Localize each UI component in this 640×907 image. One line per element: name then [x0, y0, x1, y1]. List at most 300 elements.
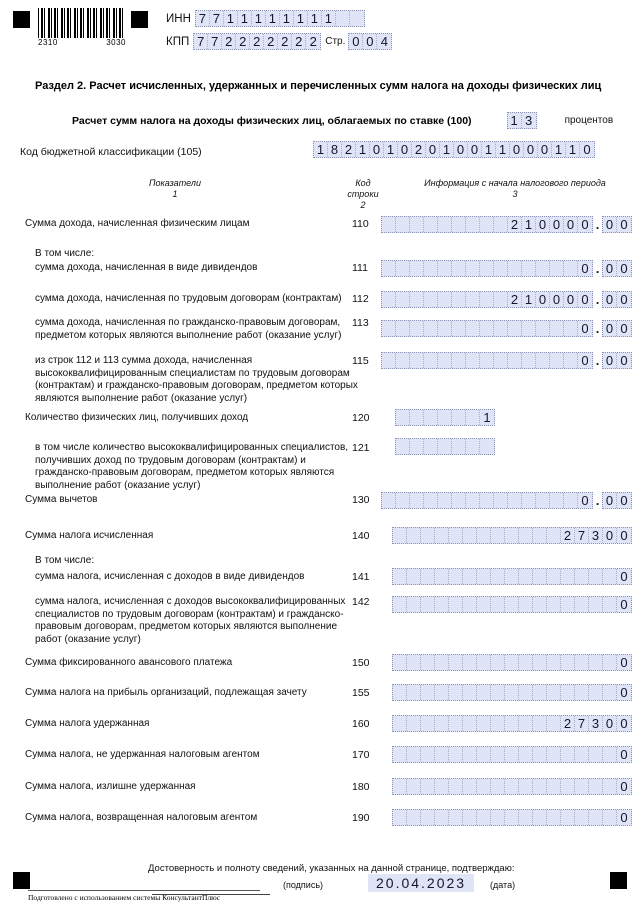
row-code: 180 — [352, 781, 370, 793]
row-value-integer-cells[interactable] — [392, 527, 632, 544]
row-value-field[interactable] — [392, 596, 632, 613]
row-code: 115 — [352, 355, 369, 367]
row-value-integer-cells[interactable] — [395, 438, 495, 455]
char-cell: 0 — [536, 217, 550, 232]
char-cell — [421, 597, 435, 612]
column-header-period-info — [400, 178, 630, 200]
row-value-field[interactable] — [395, 409, 495, 426]
char-cell — [522, 353, 536, 368]
char-cell — [533, 528, 547, 543]
char-cell — [564, 353, 578, 368]
char-cell: 8 — [328, 142, 342, 157]
row-value-decimal-cells[interactable] — [602, 492, 632, 509]
char-cell — [463, 779, 477, 794]
char-cell — [561, 747, 575, 762]
decimal-separator: . — [595, 217, 600, 232]
row-label: сумма налога, исчисленная с доходов в виде дивидендов — [35, 571, 305, 582]
row-code: 111 — [352, 262, 368, 274]
decimal-separator: . — [595, 321, 600, 336]
row-label: Сумма налога, не удержанная налоговым агентом — [25, 749, 260, 760]
row-code: 170 — [352, 749, 370, 761]
char-cell — [519, 716, 533, 731]
char-cell — [533, 810, 547, 825]
column-header-line-code-title-1: Код — [355, 178, 371, 188]
char-cell — [575, 810, 589, 825]
row-value-field[interactable] — [395, 438, 495, 455]
row-code: 160 — [352, 718, 370, 730]
char-cell — [396, 410, 410, 425]
char-cell — [466, 292, 480, 307]
char-cell — [449, 779, 463, 794]
char-cell: 0 — [620, 655, 628, 670]
char-cell: 0 — [620, 321, 628, 336]
row-value-decimal-cells[interactable] — [602, 320, 632, 337]
row-value-field[interactable] — [392, 527, 632, 544]
row-code: 110 — [352, 218, 369, 230]
char-cell: 1 — [496, 142, 510, 157]
row-value-integer-cells[interactable] — [392, 596, 632, 613]
char-cell — [410, 353, 424, 368]
char-cell — [477, 655, 491, 670]
char-cell: 0 — [536, 292, 550, 307]
char-cell — [466, 439, 480, 454]
row-label: Сумма налога, излишне удержанная — [25, 781, 196, 792]
tax-rate-line — [72, 112, 613, 129]
char-cell — [438, 353, 452, 368]
char-cell: 0 — [620, 292, 628, 307]
char-cell — [547, 747, 561, 762]
char-cell — [561, 810, 575, 825]
char-cell — [407, 747, 421, 762]
char-cell — [396, 493, 410, 508]
char-cell — [421, 685, 435, 700]
char-cell: 2 — [278, 34, 292, 49]
char-cell — [438, 292, 452, 307]
char-cell — [407, 569, 421, 584]
char-cell — [536, 493, 550, 508]
subheading-note-1: В том числе: — [35, 248, 95, 259]
char-cell — [452, 353, 466, 368]
row-code: 112 — [352, 293, 369, 305]
char-cell — [589, 747, 603, 762]
char-cell — [561, 569, 575, 584]
row-value-integer-cells[interactable] — [381, 291, 593, 308]
char-cell — [449, 597, 463, 612]
char-cell — [449, 810, 463, 825]
char-cell: 0 — [603, 716, 617, 731]
tax-rate-field[interactable] — [507, 112, 537, 129]
char-cell: 0 — [603, 321, 617, 336]
char-cell — [435, 779, 449, 794]
char-cell — [491, 655, 505, 670]
char-cell — [424, 292, 438, 307]
char-cell — [480, 439, 494, 454]
row-value-field[interactable] — [392, 715, 632, 732]
tax-rate-text: Расчет сумм налога на доходы физических лиц, облагаемых по ставке (100) — [72, 114, 472, 127]
char-cell — [421, 716, 435, 731]
char-cell: 0 — [550, 217, 564, 232]
char-cell — [505, 810, 519, 825]
char-cell: 7 — [208, 34, 222, 49]
row-value-field[interactable] — [392, 778, 632, 795]
char-cell — [603, 685, 617, 700]
char-cell — [393, 569, 407, 584]
inn-row — [166, 10, 365, 27]
column-header-line-code — [338, 178, 388, 211]
confirmation-text: Достоверность и полноту сведений, указанных на данной странице, подтверждаю: — [148, 863, 515, 874]
char-cell: 0 — [468, 142, 482, 157]
char-cell: 0 — [603, 261, 617, 276]
corner-marker-top-right — [131, 11, 148, 28]
kpp-field[interactable] — [193, 33, 321, 50]
char-cell: 0 — [581, 261, 589, 276]
char-cell — [463, 528, 477, 543]
char-cell — [561, 597, 575, 612]
char-cell — [494, 292, 508, 307]
char-cell — [519, 655, 533, 670]
row-value-decimal-cells[interactable] — [602, 352, 632, 369]
char-cell — [519, 810, 533, 825]
char-cell — [575, 597, 589, 612]
row-code: 130 — [352, 494, 370, 506]
char-cell: 0 — [620, 716, 628, 731]
row-value-field[interactable] — [381, 492, 632, 509]
char-cell: 4 — [380, 34, 388, 49]
row-value-integer-cells[interactable] — [392, 746, 632, 763]
char-cell: 2 — [222, 34, 236, 49]
row-value-integer-cells[interactable] — [381, 352, 593, 369]
char-cell — [407, 779, 421, 794]
char-cell: 0 — [620, 779, 628, 794]
char-cell — [564, 493, 578, 508]
char-cell — [477, 810, 491, 825]
char-cell — [533, 655, 547, 670]
char-cell — [435, 810, 449, 825]
char-cell — [519, 685, 533, 700]
char-cell — [550, 321, 564, 336]
char-cell — [435, 716, 449, 731]
date-caption: (дата) — [490, 880, 516, 890]
char-cell — [382, 321, 396, 336]
char-cell — [407, 597, 421, 612]
char-cell: 0 — [603, 292, 617, 307]
signature-caption: (подпись) — [283, 880, 324, 890]
char-cell — [522, 261, 536, 276]
char-cell — [466, 321, 480, 336]
decimal-separator: . — [595, 493, 600, 508]
kbk-label: Код бюджетной классификации (105) — [20, 146, 202, 158]
char-cell: 0 — [564, 217, 578, 232]
column-header-period-info-number: 3 — [512, 189, 518, 199]
char-cell — [505, 685, 519, 700]
row-value-integer-cells[interactable] — [392, 809, 632, 826]
char-cell — [533, 716, 547, 731]
page-number-field[interactable] — [348, 33, 392, 50]
char-cell — [410, 261, 424, 276]
char-cell — [536, 321, 550, 336]
char-cell — [477, 597, 491, 612]
column-header-indicators-title: Показатели — [149, 178, 201, 188]
row-value-integer-cells[interactable] — [392, 684, 632, 701]
row-value-integer-cells[interactable] — [392, 778, 632, 795]
row-value-field[interactable] — [392, 746, 632, 763]
char-cell — [463, 569, 477, 584]
char-cell — [519, 597, 533, 612]
char-cell — [533, 779, 547, 794]
char-cell — [491, 779, 505, 794]
char-cell — [410, 493, 424, 508]
char-cell — [424, 439, 438, 454]
char-cell — [393, 597, 407, 612]
char-cell — [480, 261, 494, 276]
char-cell — [466, 261, 480, 276]
char-cell: 1 — [308, 11, 322, 26]
char-cell — [480, 321, 494, 336]
char-cell — [519, 779, 533, 794]
char-cell — [547, 779, 561, 794]
char-cell — [494, 217, 508, 232]
char-cell: 0 — [454, 142, 468, 157]
char-cell: 3 — [589, 528, 603, 543]
char-cell — [564, 261, 578, 276]
char-cell: 0 — [426, 142, 440, 157]
char-cell — [603, 747, 617, 762]
char-cell: 0 — [349, 34, 363, 49]
char-cell — [547, 569, 561, 584]
row-value-decimal-cells[interactable] — [602, 216, 632, 233]
char-cell — [382, 217, 396, 232]
char-cell — [438, 261, 452, 276]
char-cell — [603, 779, 617, 794]
footer-divider — [28, 890, 260, 891]
row-label: сумма налога, исчисленная с доходов высококвалифицированных специалистов по трудовым договорам (контрактам) и гражданско-правовым договорам, предметом которых являются выполнение работ (оказание услуг) — [35, 596, 346, 645]
char-cell — [491, 597, 505, 612]
row-code: 142 — [352, 596, 370, 608]
char-cell: 0 — [564, 292, 578, 307]
barcode-image — [38, 8, 123, 38]
char-cell: 0 — [363, 34, 377, 49]
char-cell — [350, 11, 364, 26]
row-label: из строк 112 и 113 сумма дохода, начисленная высококвалифицированным специалистам по трудовым договорам (контрактам) и гражданско-правовым договорам, предметом которых являются выполнение работ (оказание услуг) — [35, 355, 358, 404]
row-value-field[interactable] — [392, 809, 632, 826]
row-value-field[interactable] — [392, 654, 632, 671]
char-cell — [396, 217, 410, 232]
char-cell — [410, 410, 424, 425]
char-cell — [421, 528, 435, 543]
char-cell: 1 — [483, 410, 491, 425]
char-cell: 1 — [508, 113, 522, 128]
char-cell — [494, 493, 508, 508]
char-cell — [519, 747, 533, 762]
char-cell — [396, 353, 410, 368]
char-cell: 2 — [561, 716, 575, 731]
char-cell — [466, 410, 480, 425]
char-cell — [505, 716, 519, 731]
char-cell: 0 — [524, 142, 538, 157]
char-cell — [466, 493, 480, 508]
char-cell: 0 — [620, 353, 628, 368]
char-cell — [491, 747, 505, 762]
char-cell — [547, 685, 561, 700]
row-value-field[interactable] — [381, 260, 632, 277]
char-cell: 1 — [294, 11, 308, 26]
char-cell — [477, 528, 491, 543]
char-cell — [452, 261, 466, 276]
char-cell — [494, 261, 508, 276]
char-cell — [410, 321, 424, 336]
char-cell: 0 — [603, 493, 617, 508]
corner-marker-bottom-right — [610, 872, 627, 889]
row-value-decimal-cells[interactable] — [602, 291, 632, 308]
inn-field[interactable] — [195, 10, 365, 27]
char-cell: 0 — [581, 217, 589, 232]
char-cell — [533, 685, 547, 700]
char-cell — [477, 716, 491, 731]
char-cell — [480, 217, 494, 232]
char-cell — [480, 292, 494, 307]
prepared-with-note: Подготовлено с использованием системы КонсультантПлюс — [28, 893, 221, 902]
row-value-field[interactable] — [392, 568, 632, 585]
row-value-integer-cells[interactable] — [395, 409, 495, 426]
char-cell — [508, 261, 522, 276]
char-cell — [589, 685, 603, 700]
row-value-integer-cells[interactable] — [392, 568, 632, 585]
char-cell: 1 — [566, 142, 580, 157]
row-code: 120 — [352, 412, 370, 424]
row-label: сумма дохода, начисленная по трудовым договорам (контрактам) — [35, 293, 342, 304]
char-cell — [491, 685, 505, 700]
char-cell — [533, 569, 547, 584]
char-cell — [466, 353, 480, 368]
char-cell: 0 — [620, 217, 628, 232]
char-cell — [575, 779, 589, 794]
row-value-integer-cells[interactable] — [381, 492, 593, 509]
char-cell: 2 — [342, 142, 356, 157]
char-cell — [508, 353, 522, 368]
char-cell: 7 — [575, 528, 589, 543]
inn-label: ИНН — [166, 12, 191, 25]
char-cell: 7 — [210, 11, 224, 26]
kbk-field[interactable] — [313, 141, 595, 158]
char-cell — [480, 493, 494, 508]
char-cell: 0 — [620, 261, 628, 276]
char-cell — [452, 217, 466, 232]
barcode-left-label: 2310 — [38, 38, 58, 47]
char-cell — [407, 655, 421, 670]
char-cell — [438, 321, 452, 336]
char-cell — [508, 321, 522, 336]
row-label: в том числе количество высококвалифицированных специалистов, получивших доход по трудовым договорам (контрактам) и гражданско-правовым договорам, предметом которых являются выполнение работ (оказание услуг) — [35, 442, 349, 491]
char-cell — [477, 747, 491, 762]
char-cell — [435, 528, 449, 543]
row-value-field[interactable] — [392, 684, 632, 701]
char-cell — [480, 353, 494, 368]
row-value-integer-cells[interactable] — [392, 654, 632, 671]
char-cell — [603, 569, 617, 584]
barcode-labels — [38, 38, 126, 47]
char-cell — [435, 655, 449, 670]
percent-label: процентов — [564, 115, 614, 126]
char-cell — [421, 569, 435, 584]
row-value-integer-cells[interactable] — [381, 320, 593, 337]
char-cell: 1 — [314, 142, 328, 157]
char-cell: 1 — [384, 142, 398, 157]
decimal-separator: . — [595, 261, 600, 276]
char-cell: 1 — [440, 142, 454, 157]
row-value-integer-cells[interactable] — [381, 216, 593, 233]
row-value-integer-cells[interactable] — [392, 715, 632, 732]
char-cell — [575, 685, 589, 700]
char-cell — [382, 493, 396, 508]
char-cell — [382, 353, 396, 368]
char-cell — [550, 261, 564, 276]
char-cell — [407, 685, 421, 700]
char-cell — [424, 217, 438, 232]
char-cell: 7 — [194, 34, 208, 49]
date-field[interactable]: 20.04.2023 — [368, 874, 474, 892]
char-cell: 2 — [508, 217, 522, 232]
char-cell — [589, 810, 603, 825]
kpp-label: КПП — [166, 35, 190, 48]
row-label: Сумма налога исчисленная — [25, 530, 154, 541]
char-cell — [550, 493, 564, 508]
row-code: 141 — [352, 571, 370, 583]
char-cell: 1 — [482, 142, 496, 157]
char-cell — [536, 353, 550, 368]
row-label: Сумма фиксированного авансового платежа — [25, 657, 233, 668]
char-cell — [393, 716, 407, 731]
char-cell — [505, 569, 519, 584]
row-label: Сумма дохода, начисленная физическим лицам — [25, 218, 250, 229]
char-cell: 1 — [552, 142, 566, 157]
char-cell — [452, 292, 466, 307]
char-cell: 0 — [581, 493, 589, 508]
char-cell — [463, 810, 477, 825]
char-cell — [396, 321, 410, 336]
row-label: сумма дохода, начисленная в виде дивидендов — [35, 262, 258, 273]
char-cell — [561, 685, 575, 700]
char-cell — [407, 716, 421, 731]
char-cell — [449, 528, 463, 543]
row-value-field[interactable] — [381, 216, 632, 233]
char-cell — [435, 747, 449, 762]
row-value-decimal-cells[interactable] — [602, 260, 632, 277]
row-code: 150 — [352, 657, 370, 669]
row-value-field[interactable] — [381, 291, 632, 308]
char-cell: 7 — [196, 11, 210, 26]
char-cell — [393, 779, 407, 794]
char-cell — [477, 569, 491, 584]
row-value-field[interactable] — [381, 352, 632, 369]
row-code: 190 — [352, 812, 370, 824]
char-cell: 0 — [603, 528, 617, 543]
corner-marker-top-left — [13, 11, 30, 28]
char-cell: 1 — [522, 217, 536, 232]
page-label: Стр. — [325, 36, 346, 47]
subheading-note-2: В том числе: — [35, 555, 95, 566]
char-cell — [505, 597, 519, 612]
char-cell — [449, 655, 463, 670]
row-value-integer-cells[interactable] — [381, 260, 593, 277]
row-label: Сумма налога удержанная — [25, 718, 150, 729]
row-value-field[interactable] — [381, 320, 632, 337]
char-cell — [438, 493, 452, 508]
char-cell: 0 — [510, 142, 524, 157]
char-cell — [603, 655, 617, 670]
column-header-period-info-title: Информация с начала налогового периода — [424, 178, 606, 188]
char-cell — [547, 528, 561, 543]
char-cell: 0 — [620, 597, 628, 612]
